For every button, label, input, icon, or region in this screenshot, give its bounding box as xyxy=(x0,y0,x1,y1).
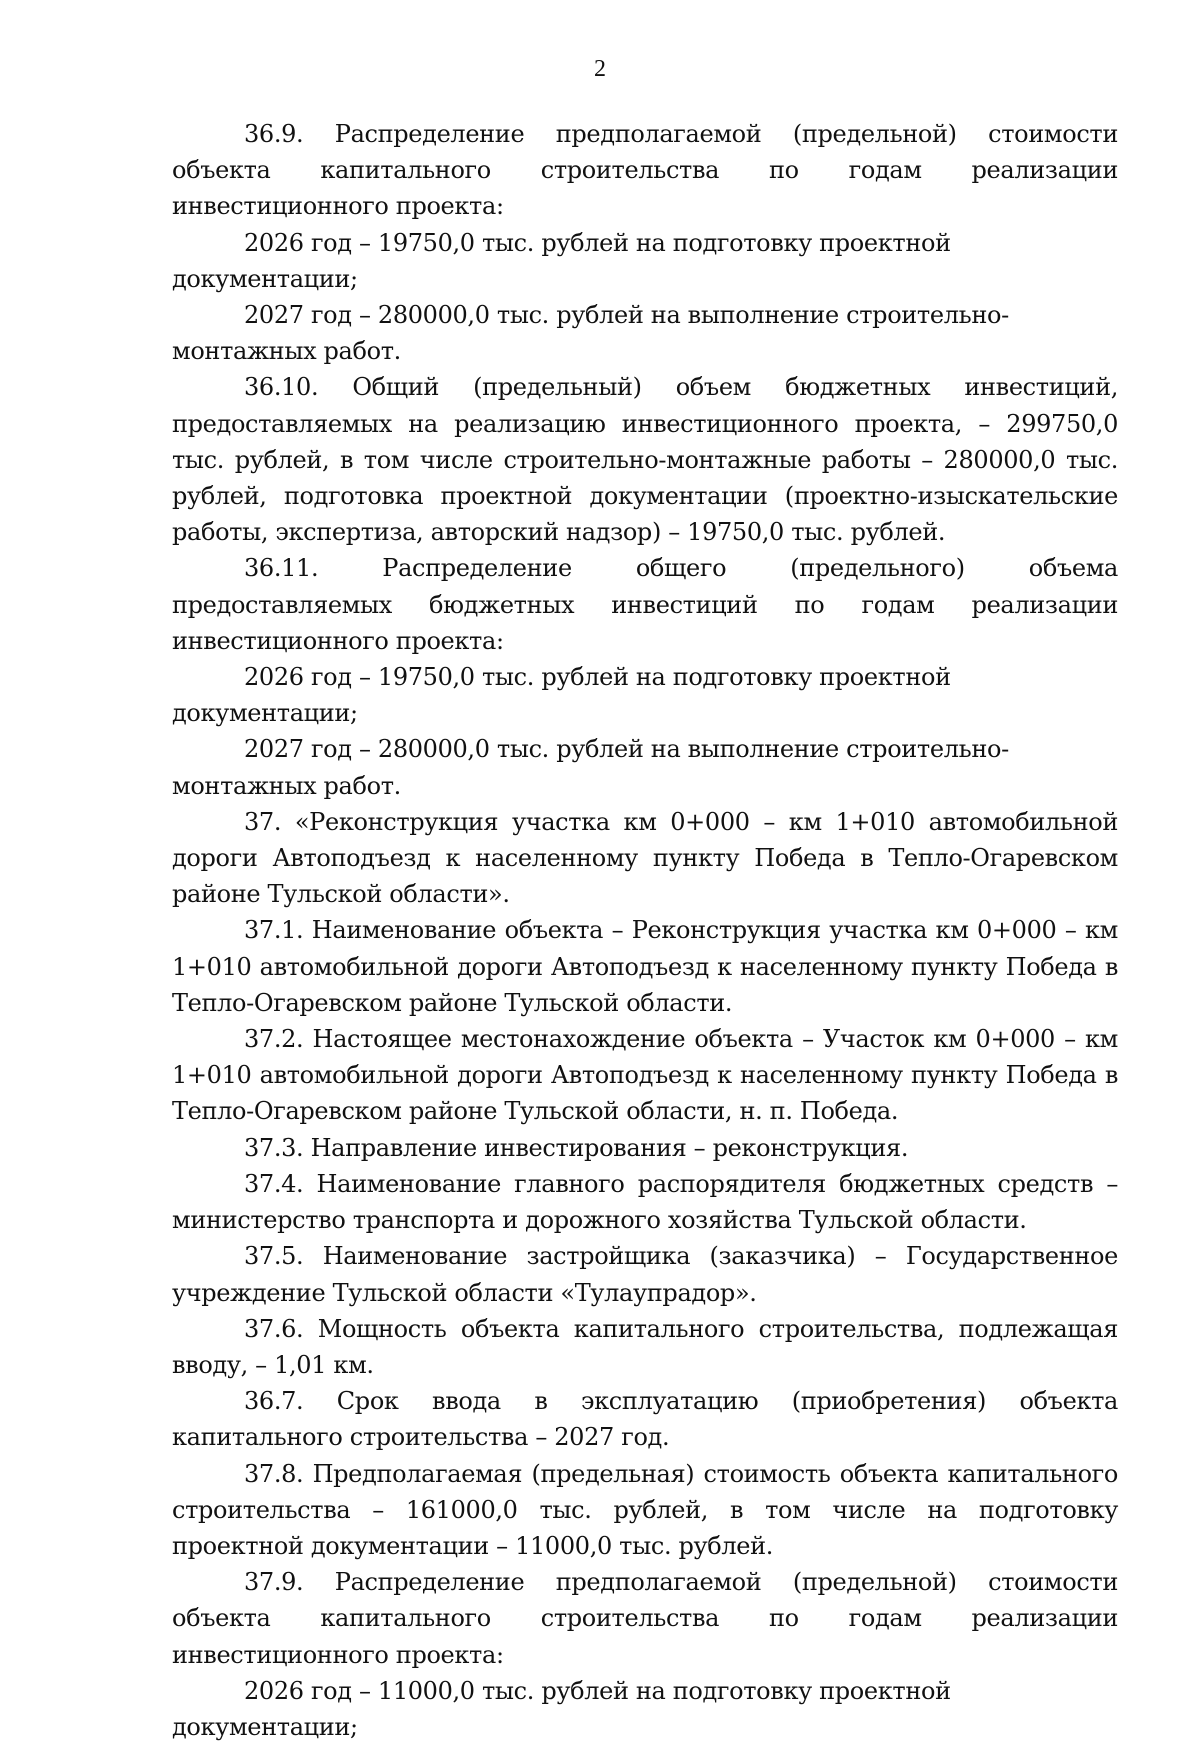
paragraph-37-heading: 37. «Реконструкция участка км 0+000 – км 1+010 автомобильной дороги Автоподъезд к населенному пункту Победа в Тепло-Огаревском районе Тульской области». xyxy=(172,807,1118,909)
paragraph-36-9: 36.9. Распределение предполагаемой (предельной) стоимости объекта капитального строительства по годам реализации инвестиционного проекта: xyxy=(172,120,1118,221)
paragraph-36-9-year-2027: 2027 год – 280000,0 тыс. рублей на выполнение строительно-монтажных работ. xyxy=(172,301,1009,366)
paragraph-36-11: 36.11. Распределение общего (предельного) объема предоставляемых бюджетных инвестиций по годам реализации инвестиционного проекта: xyxy=(172,554,1118,655)
document-body xyxy=(172,116,1118,1745)
paragraph-37-6: 37.6. Мощность объекта капитального строительства, подлежащая вводу, – 1,01 км. xyxy=(172,1314,1118,1379)
paragraph-37-5: 37.5. Наименование застройщика (заказчика) – Государственное учреждение Тульской области «Тулаупрадор». xyxy=(172,1242,1118,1307)
paragraph-37-9: 37.9. Распределение предполагаемой (предельной) стоимости объекта капитального строительства по годам реализации инвестиционного проекта: xyxy=(172,1568,1118,1669)
paragraph-37-8: 37.8. Предполагаемая (предельная) стоимость объекта капитального строительства – 161000,0 тыс. рублей, в том числе на подготовку проектной документации – 11000,0 тыс. рублей. xyxy=(172,1459,1118,1560)
page-number: 2 xyxy=(594,56,606,82)
paragraph-36-11-year-2027: 2027 год – 280000,0 тыс. рублей на выполнение строительно-монтажных работ. xyxy=(172,735,1009,800)
paragraph-36-9-year-2026: 2026 год – 19750,0 тыс. рублей на подготовку проектной документации; xyxy=(172,228,951,293)
paragraph-37-9-year-2026: 2026 год – 11000,0 тыс. рублей на подготовку проектной документации; xyxy=(172,1676,951,1741)
paragraph-37-2: 37.2. Настоящее местонахождение объекта – Участок км 0+000 – км 1+010 автомобильной дороги Автоподъезд к населенному пункту Победа в Тепло-Огаревском районе Тульской области, н. п. Победа. xyxy=(172,1025,1118,1126)
paragraph-37-1: 37.1. Наименование объекта – Реконструкция участка км 0+000 – км 1+010 автомобильной дороги Автоподъезд к населенному пункту Победа в Тепло-Огаревском районе Тульской области. xyxy=(172,916,1118,1017)
paragraph-36-11-year-2026: 2026 год – 19750,0 тыс. рублей на подготовку проектной документации; xyxy=(172,663,951,728)
paragraph-37-3: 37.3. Направление инвестирования – реконструкция. xyxy=(244,1133,909,1162)
paragraph-36-10: 36.10. Общий (предельный) объем бюджетных инвестиций, предоставляемых на реализацию инвестиционного проекта, – 299750,0 тыс. рублей, в том числе строительно-монтажные работы – 280000,0 тыс. рублей, подготовка проектной документации (проектно-изыскательские работы, экспертиза, авторский надзор) – 19750,0 тыс. рублей. xyxy=(172,373,1118,547)
paragraph-36-7: 36.7. Срок ввода в эксплуатацию (приобретения) объекта капитального строительства – 2027 год. xyxy=(172,1387,1118,1452)
paragraph-37-4: 37.4. Наименование главного распорядителя бюджетных средств – министерство транспорта и дорожного хозяйства Тульской области. xyxy=(172,1169,1118,1235)
